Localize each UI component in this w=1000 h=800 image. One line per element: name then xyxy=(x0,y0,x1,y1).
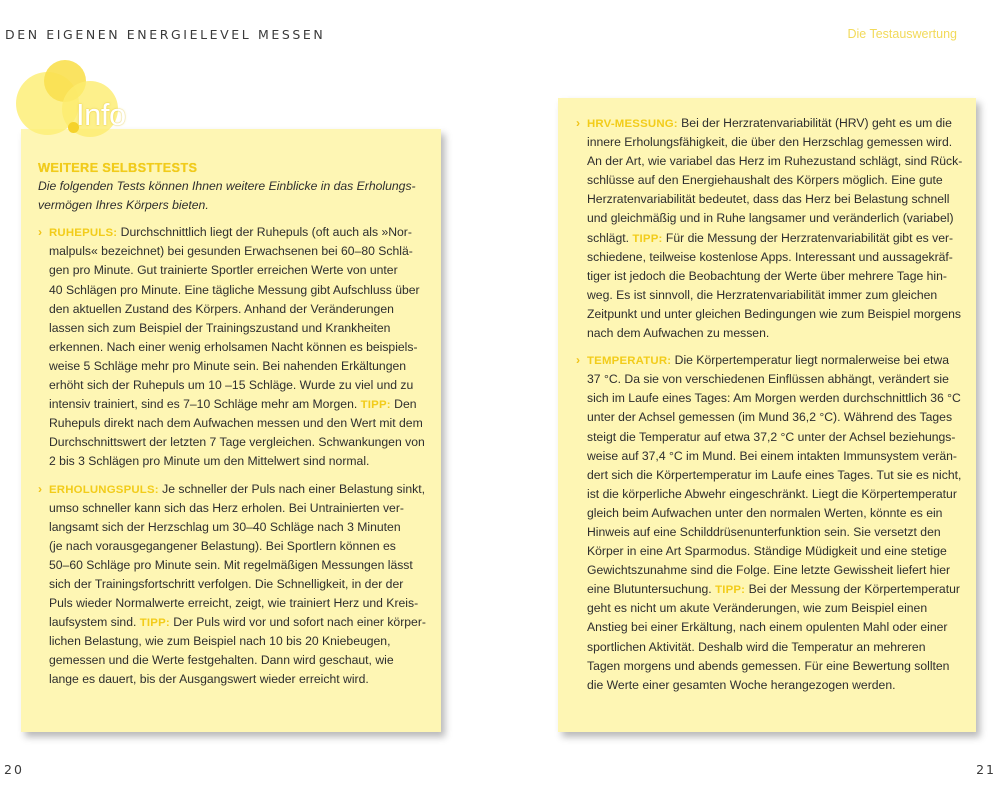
text-line: weise 5 Schläge mehr pro Minute sein. Bei nahenden Erkältungen xyxy=(49,358,407,373)
text-line: und gleichmäßig und in Ruhe langsamer und veränderlich (variabel) xyxy=(587,211,954,226)
running-head-section: Die Testauswertung xyxy=(847,27,957,41)
text-line: nach dem Aufwachen zu messen. xyxy=(587,326,770,341)
keyword: HRV-MESSUNG: xyxy=(587,118,678,130)
text-line: geht es nicht um akute Veränderungen, wie zum Beispiel einen xyxy=(587,601,928,616)
text-line: malpuls« bezeichnet) bei gesunden Erwachsenen bei 60–80 Schlä- xyxy=(49,244,413,259)
section-temperatur xyxy=(576,351,972,695)
text-run: laufsystem sind. xyxy=(49,615,140,630)
text-line: gemessen und die Werte festgehalten. Dann wird geschaut, wie xyxy=(49,653,394,668)
text-line: langsamt sich der Herzschlag um 30–40 Schläge nach 3 Minuten xyxy=(49,519,401,534)
text-line: lichen Belastung, wie zum Beispiel nach 10 bis 20 Kniebeugen, xyxy=(49,634,391,649)
text-run: Bei der Herzratenvariabilität (HRV) geht es um die xyxy=(677,116,952,130)
text-line: 40 Schlägen pro Minute. Eine tägliche Messung gibt Aufschluss über xyxy=(49,282,420,297)
text-line: steigt die Temperatur auf etwa 37,2 °C unter der Achsel beziehungs- xyxy=(587,429,956,444)
chevron-right-icon: › xyxy=(38,481,43,496)
box-title: WEITERE SELBSTTESTS xyxy=(38,160,198,175)
tip-keyword: TIPP: xyxy=(632,232,663,245)
text-line: gleich beim Aufwachen unter den normalen Werten, könnte es ein xyxy=(587,505,943,520)
text-line: tiger ist jedoch die Beobachtung der Werte über mehrere Tage hin- xyxy=(587,268,947,283)
text-line: ist die körperliche Abwehr eingeschränkt. Liegt die Körpertemperatur xyxy=(587,486,957,501)
text-line: schlüsse auf den Energiehaushalt des Körpers möglich. Eine gute xyxy=(587,173,943,188)
running-head-chapter: DEN EIGENEN ENERGIELEVEL MESSEN xyxy=(5,27,326,42)
left-column-text xyxy=(38,158,430,690)
tip-keyword: TIPP: xyxy=(715,584,746,597)
text-line: innere Erholungsfähigkeit, die über den Herzschlag gemessen wird. xyxy=(587,135,953,150)
intro-line: vermögen Ihres Körpers bieten. xyxy=(38,198,209,213)
text-line: lassen sich zum Beispiel der Trainingszustand und Krankheiten xyxy=(49,320,391,335)
text-line: Tagen morgens und abends gemessen. Für eine Bewertung sollten xyxy=(587,658,950,673)
text-line: 2 bis 3 Schlägen pro Minute um den Mittelwert sind normal. xyxy=(49,454,370,469)
section-erholungspuls xyxy=(38,480,430,690)
text-line: An der Art, wie variabel das Herz im Ruhezustand schlägt, sind Rück- xyxy=(587,154,963,169)
text-run: Der Puls wird vor und sofort nach einer körper- xyxy=(169,615,426,630)
text-run: Den xyxy=(390,397,417,412)
text-line: unter der Achsel gemessen (im Mund 36,2 °C). Während des Tages xyxy=(587,410,953,425)
text-run: intensiv trainiert, sind es 7–10 Schläge mehr am Morgen. xyxy=(49,397,361,412)
page-number-right: 21 xyxy=(976,762,996,777)
text-line: 37 °C. Da sie von verschiedenen Einflüssen abhängt, verändert sie xyxy=(587,372,949,387)
text-line: Herzratenvariabilität bedeutet, dass das Herz bei Belastung schnell xyxy=(587,192,950,207)
section-hrv xyxy=(576,114,972,343)
text-line: Gewichtszunahme sind die Folge. Eine letzte Gewissheit liefert hier xyxy=(587,563,951,578)
text-line: sich der Trainingsfortschritt verfolgen. Die Schnelligkeit, in der der xyxy=(49,576,404,591)
right-column-text xyxy=(576,114,972,695)
text-line: Puls wieder Normalwerte erreicht, zeigt, wie trainiert Herz und Kreis- xyxy=(49,596,419,611)
text-line: sich im Laufe eines Tages: Am Morgen werden durchschnittlich 36 °C xyxy=(587,391,961,406)
text-line: Ruhepuls direkt nach dem Aufwachen messen und den Wert mit dem xyxy=(49,416,423,431)
section-ruhepuls xyxy=(38,223,430,471)
text-line: gen pro Minute. Gut trainierte Sportler erreichen Werte von unter xyxy=(49,263,398,278)
tip-keyword: TIPP: xyxy=(360,399,391,412)
text-line: den aktuellen Zustand des Körpers. Anhand der Veränderungen xyxy=(49,301,394,316)
text-line: weise auf 37,4 °C im Mund. Bei einem intakten Immunsystem verän- xyxy=(587,448,957,463)
text-run: Durchschnittlich liegt der Ruhepuls (oft auch als »Nor- xyxy=(117,225,412,240)
text-run: Bei der Messung der Körpertemperatur xyxy=(745,582,960,597)
text-line: weg. Es ist sinnvoll, die Herzratenvariabilität immer zum gleichen xyxy=(587,287,938,302)
text-line: umso schneller kann sich das Herz erholen. Bei Untrainierten ver- xyxy=(49,500,404,515)
text-run: eine Blutuntersuchung. xyxy=(587,582,716,597)
text-line: die Werte einer gesamten Woche herangezogen werden. xyxy=(587,677,896,692)
text-line: erhöht sich der Ruhepuls um 10 –15 Schläge. Wurde zu viel und zu xyxy=(49,378,414,393)
text-line: Zeitpunkt und unter gleichen Bedingungen wie zum Beispiel morgens xyxy=(587,306,961,321)
keyword: ERHOLUNGSPULS: xyxy=(49,483,159,496)
text-line: (je nach vorausgegangener Belastung). Bei Sportlern können es xyxy=(49,538,396,553)
text-line: dert sich die Körpertemperatur im Laufe eines Tages. Tut sie es nicht, xyxy=(587,467,962,482)
text-line: schiedene, teilweise kostenlose Apps. Interessant und aussagekräf- xyxy=(587,249,953,264)
text-line: Körper in eine Art Sparmodus. Ständige Müdigkeit und eine stetige xyxy=(587,544,947,559)
keyword: TEMPERATUR: xyxy=(587,355,672,368)
text-line: Anstieg bei einer Erkältung, nach einem opulenten Mahl oder einer xyxy=(587,620,948,635)
intro-line: Die folgenden Tests können Ihnen weitere Einblicke in das Erholungs- xyxy=(38,179,416,194)
chevron-right-icon: › xyxy=(576,353,581,368)
text-line: sportlichen Aktivität. Deshalb wird die Temperatur an mehreren xyxy=(587,639,926,654)
text-run: Die Körpertemperatur liegt normalerweise bei etwa xyxy=(671,353,949,368)
text-line: Durchschnittswert der letzten 7 Tage vergleichen. Schwankungen von xyxy=(49,435,425,450)
text-line: lange es dauert, bis der Ausgangswert wieder erreicht wird. xyxy=(49,672,369,687)
text-run: schlägt. xyxy=(587,230,633,245)
text-run: Je schneller der Puls nach einer Belastung sinkt, xyxy=(158,481,425,496)
keyword: RUHEPULS: xyxy=(49,227,118,240)
text-line: erkennen. Nach einer wenig erholsamen Nacht können es beispiels- xyxy=(49,339,418,354)
tip-keyword: TIPP: xyxy=(139,617,170,630)
chevron-right-icon: › xyxy=(38,225,43,240)
text-run: Für die Messung der Herzratenvariabilität gibt es ver- xyxy=(662,230,954,245)
info-label: Info xyxy=(76,97,126,132)
chevron-right-icon: › xyxy=(576,116,581,130)
info-circles-decoration xyxy=(0,55,150,155)
text-line: 50–60 Schläge pro Minute sein. Mit regelmäßigen Messungen lässt xyxy=(49,557,413,572)
text-line: Hinweis auf eine Schilddrüsenunterfunktion sein. Sie versetzt den xyxy=(587,524,941,539)
page-number-left: 20 xyxy=(4,762,24,777)
